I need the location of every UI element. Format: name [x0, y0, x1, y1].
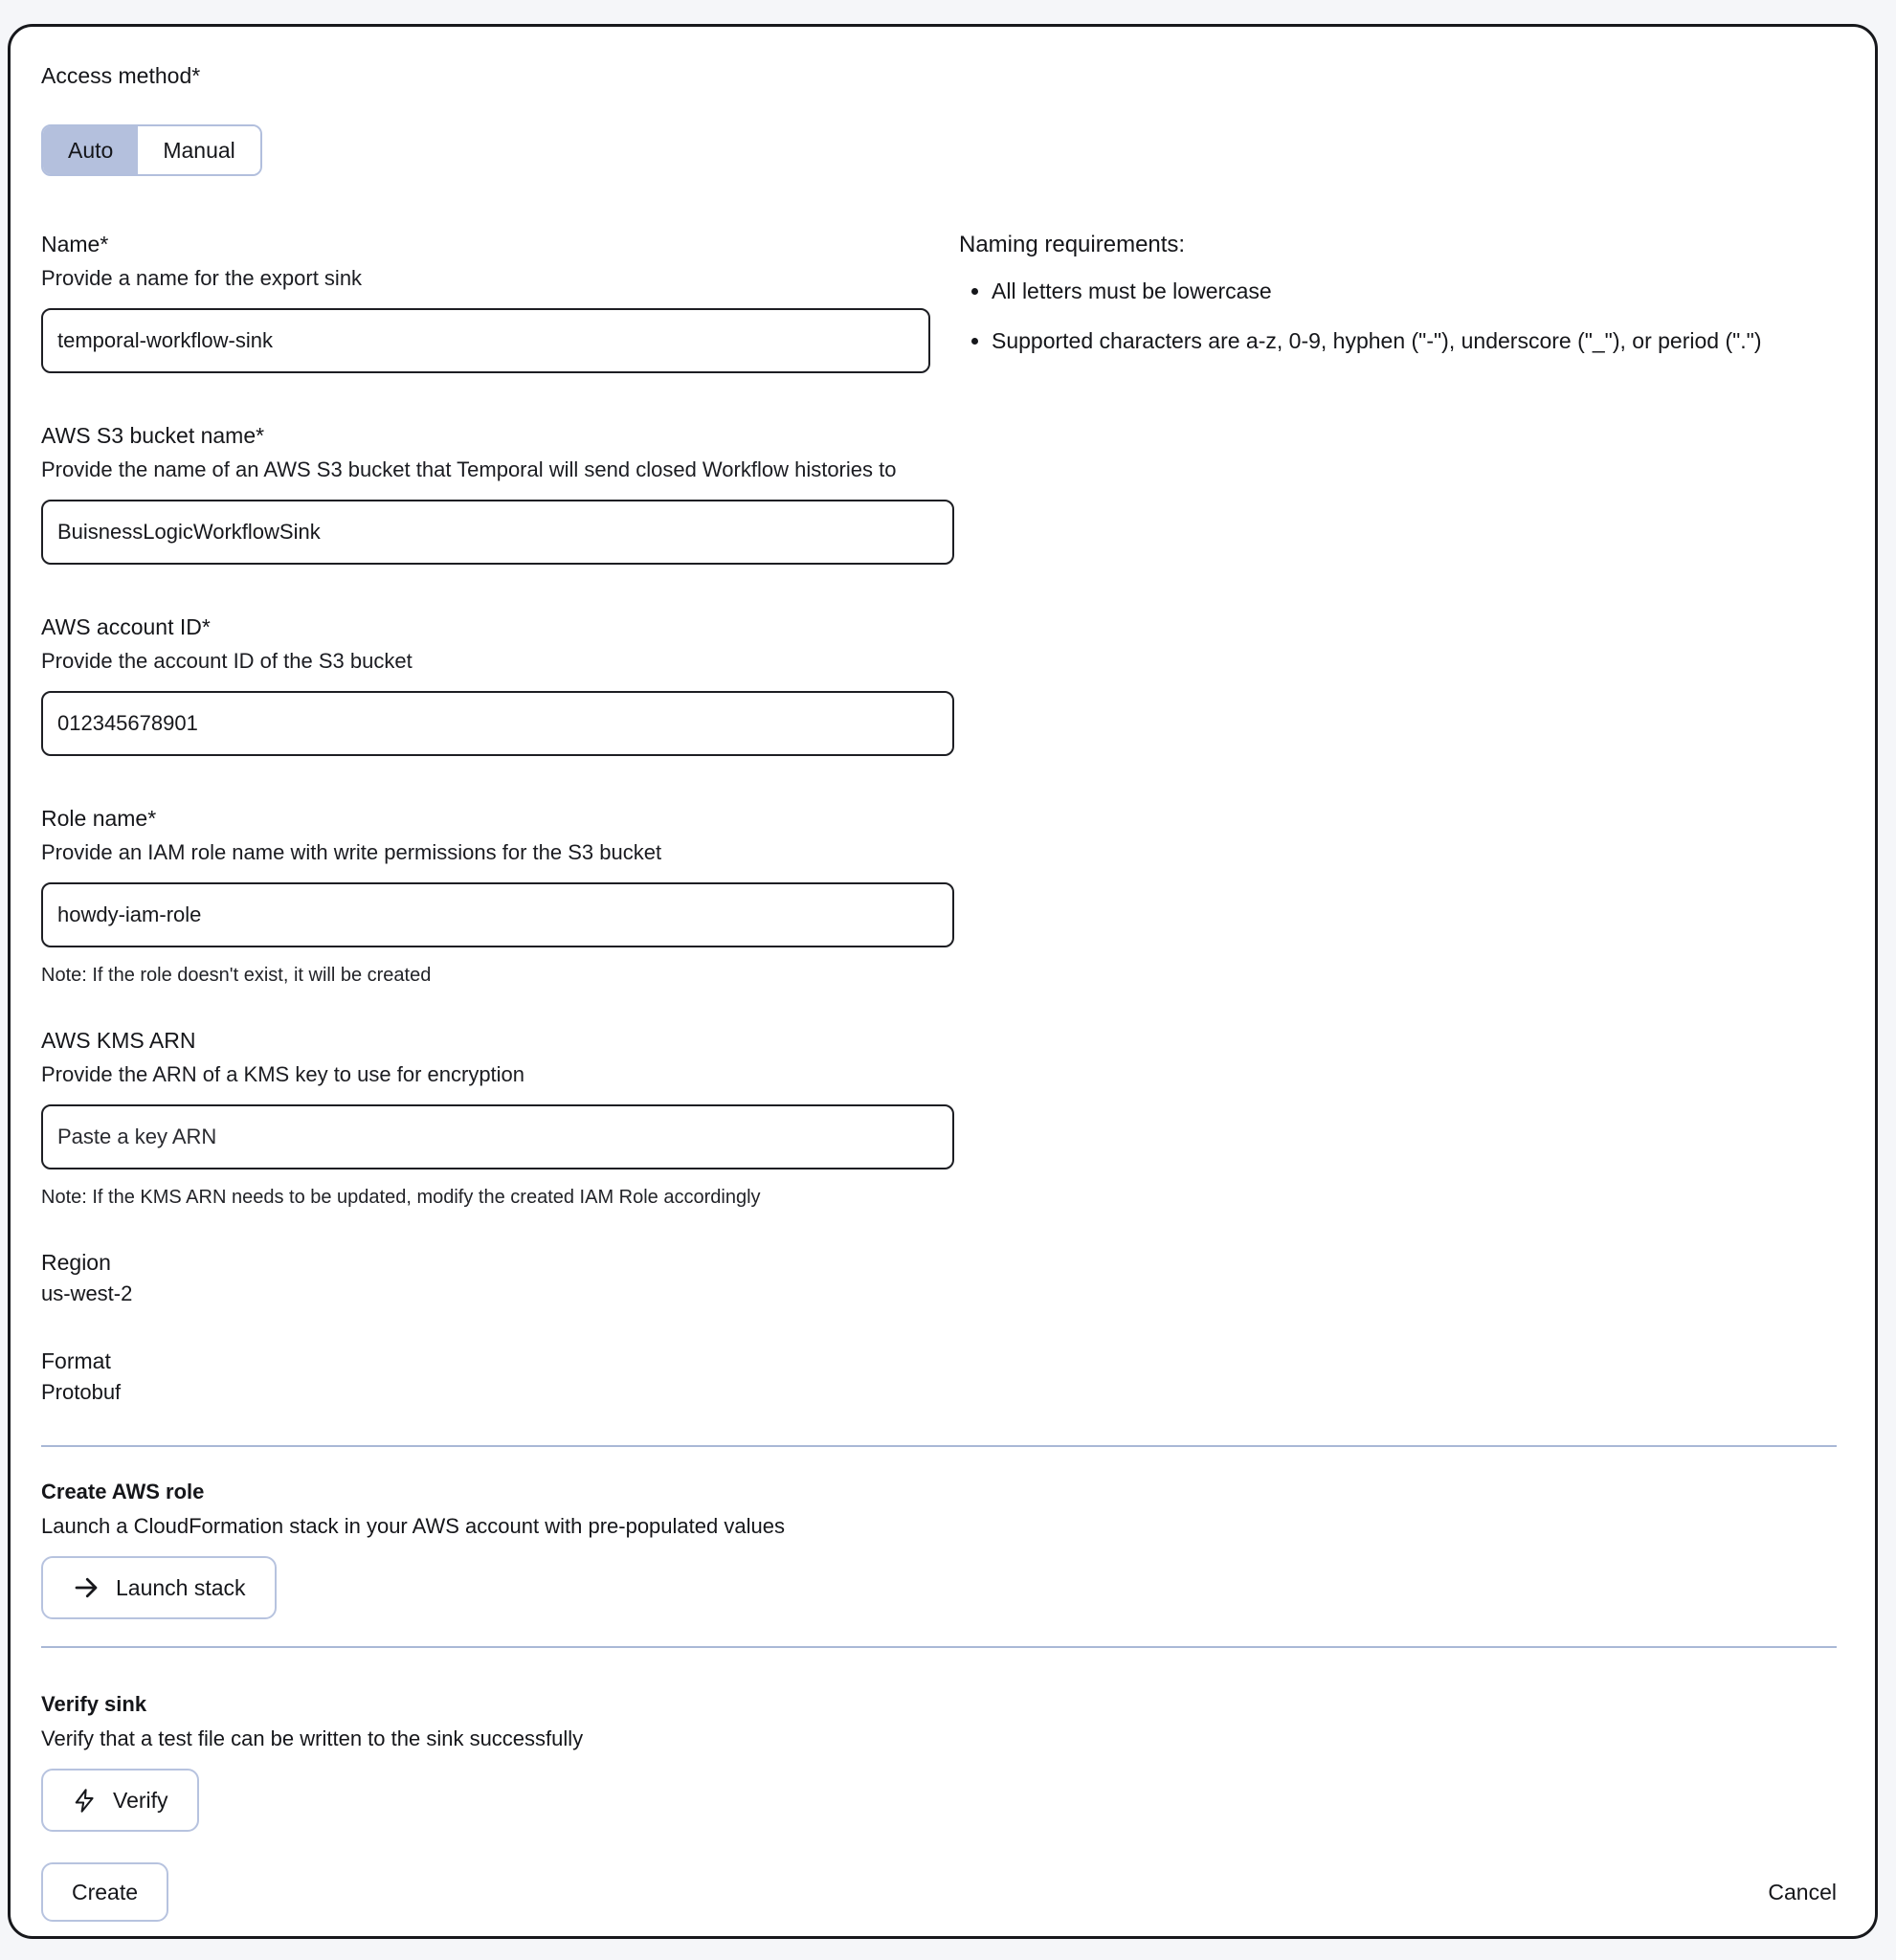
naming-rule-lowercase: • All letters must be lowercase — [992, 274, 1837, 308]
verify-button[interactable] — [41, 1769, 199, 1832]
role-name-description: Provide an IAM role name with write permissions for the S3 bucket — [41, 840, 662, 864]
format-group — [41, 1347, 1837, 1407]
role-name-note: Note: If the role doesn't exist, it will be created — [41, 965, 432, 986]
verify-button-label: Verify — [113, 1787, 168, 1813]
verify-sink-description: Verify that a test file can be written to the sink successfully — [41, 1726, 584, 1750]
naming-requirements-title: Naming requirements: — [959, 232, 1186, 257]
verify-sink-title: Verify sink — [41, 1692, 147, 1716]
kms-arn-label: AWS KMS ARN — [41, 1028, 196, 1053]
naming-requirements — [959, 230, 1837, 373]
role-name-input[interactable] — [41, 882, 954, 947]
region-group — [41, 1248, 1837, 1308]
account-id-description: Provide the account ID of the S3 bucket — [41, 649, 413, 673]
divider-create-role — [41, 1445, 1837, 1447]
arrow-right-icon — [72, 1573, 100, 1602]
format-value: Protobuf — [41, 1380, 122, 1404]
cancel-button[interactable]: Cancel — [1768, 1879, 1837, 1904]
name-field-group — [41, 230, 930, 373]
region-label: Region — [41, 1250, 111, 1275]
access-method-label: Access method* — [41, 63, 201, 88]
verify-sink-section — [41, 1690, 1837, 1832]
launch-stack-button[interactable] — [41, 1556, 277, 1619]
export-sink-form-card — [8, 24, 1878, 1939]
region-value: us-west-2 — [41, 1281, 133, 1305]
name-label: Name* — [41, 232, 109, 256]
access-method-auto-button[interactable]: Auto — [43, 126, 138, 174]
name-description: Provide a name for the export sink — [41, 266, 363, 290]
s3-bucket-description: Provide the name of an AWS S3 bucket that Temporal will send closed Workflow histories to — [41, 457, 897, 481]
create-button[interactable] — [41, 1862, 168, 1922]
naming-requirements-list — [959, 274, 1837, 358]
create-button-label: Create — [72, 1879, 139, 1904]
format-label: Format — [41, 1348, 111, 1373]
access-method-toggle — [41, 124, 262, 176]
create-role-description: Launch a CloudFormation stack in your AWS account with pre-populated values — [41, 1514, 785, 1538]
account-id-label: AWS account ID* — [41, 614, 211, 639]
create-role-title: Create AWS role — [41, 1480, 205, 1503]
role-name-label: Role name* — [41, 806, 157, 831]
create-role-section — [41, 1478, 1837, 1619]
name-and-requirements-row — [41, 230, 1837, 421]
form-actions-row — [41, 1862, 1837, 1922]
role-name-field-group — [41, 804, 1837, 988]
name-input[interactable] — [41, 308, 930, 373]
naming-rule-characters: • Supported characters are a-z, 0-9, hyphen ("-"), underscore ("_"), or period (".") — [992, 323, 1837, 358]
account-id-input[interactable] — [41, 691, 954, 756]
kms-arn-input[interactable] — [41, 1104, 954, 1169]
s3-bucket-field-group — [41, 421, 1837, 565]
access-method-manual-button[interactable]: Manual — [138, 126, 259, 174]
kms-arn-note: Note: If the KMS ARN needs to be updated, modify the created IAM Role accordingly — [41, 1187, 761, 1208]
kms-arn-description: Provide the ARN of a KMS key to use for encryption — [41, 1062, 525, 1086]
divider-verify-sink — [41, 1646, 1837, 1648]
kms-arn-field-group — [41, 1026, 1837, 1210]
launch-stack-button-label: Launch stack — [116, 1574, 246, 1600]
lightning-bolt-icon — [72, 1788, 98, 1814]
s3-bucket-input[interactable] — [41, 500, 954, 565]
account-id-field-group — [41, 612, 1837, 756]
s3-bucket-label: AWS S3 bucket name* — [41, 423, 265, 448]
